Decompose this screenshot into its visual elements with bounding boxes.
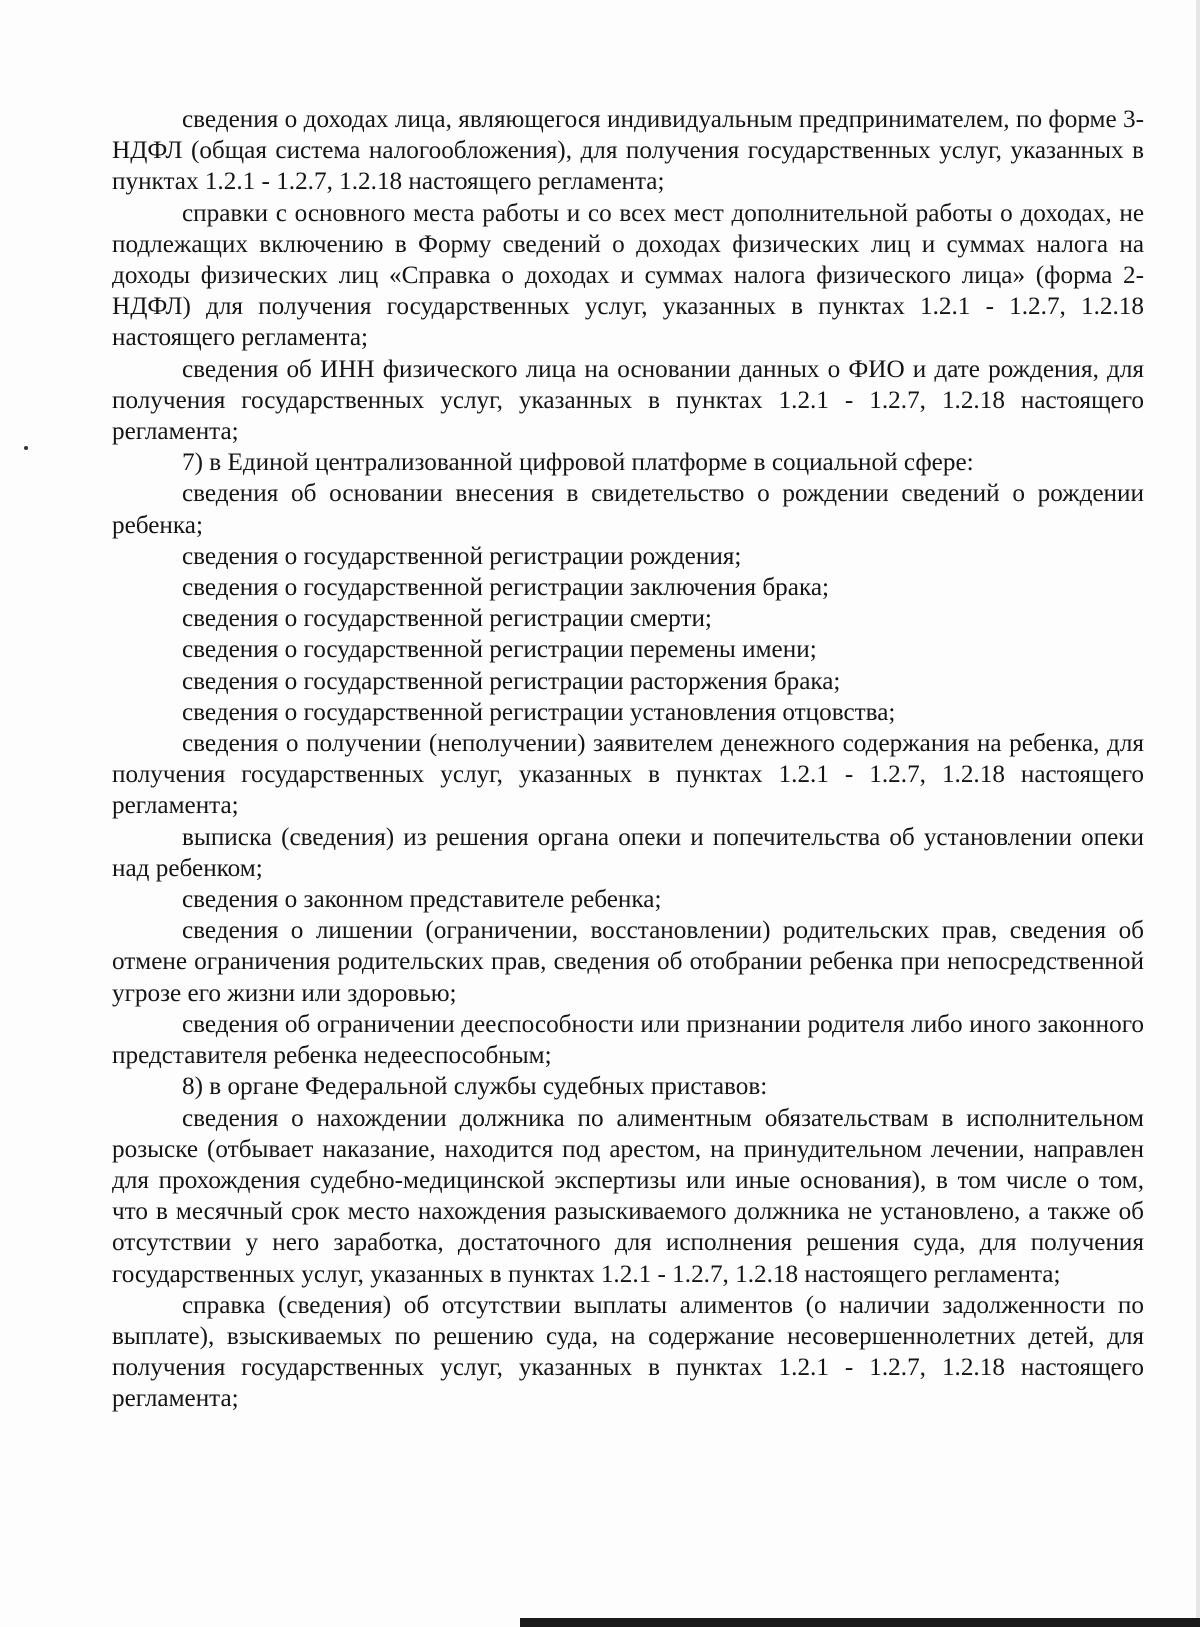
paragraph-guardianship-extract: выписка (сведения) из решения органа опеки и попечительства об установлении опеки над ребенком; <box>112 823 1144 882</box>
paragraph-death-registration: сведения о государственной регистрации смерти; <box>182 605 712 633</box>
scan-dot-mark <box>24 446 28 450</box>
paragraph-employment-income: справки с основного места работы и со всех мест дополнительной работы о доходах, не подлежащих включению в Форму сведений о доходах физических лиц и суммах налога на доходы физических лиц «Справка о доходах и суммах налога физического лица» (форма 2-НДФЛ) для получения государственных услуг, указанных в пунктах 1.2.1 - 1.2.7, 1.2.18 настоящего регламента; <box>112 199 1144 352</box>
paragraph-item-8-heading: 8) в органе Федеральной службы судебных приставов: <box>182 1073 768 1101</box>
paragraph-marriage-registration: сведения о государственной регистрации заключения брака; <box>182 574 829 602</box>
paragraph-alimony-arrears: справка (сведения) об отсутствии выплаты алиментов (о наличии задолженности по выплате), взыскиваемых по решению суда, на содержание несовершеннолетних детей, для получения государственных услуг, указанных в пунктах 1.2.1 - 1.2.7, 1.2.18 настоящего регламента; <box>112 1291 1144 1413</box>
document-body <box>112 104 1144 1415</box>
paragraph-birth-certificate-basis: сведения об основании внесения в свидетельство о рождении сведений о рождении ребенка; <box>112 480 1144 539</box>
paragraph-paternity-registration: сведения о государственной регистрации установления отцовства; <box>182 698 896 726</box>
paragraph-divorce-registration: сведения о государственной регистрации расторжения брака; <box>182 667 841 695</box>
paragraph-debtor-search: сведения о нахождении должника по алиментным обязательствам в исполнительном розыске (отбывает наказание, находится под арестом, на принудительном лечении, направлен для прохождения судебно-медицинской экспертизы или иные основания), в том числе о том, что в месячный срок место нахождения разыскиваемого должника не установлено, а также об отсутствии у него заработка, достаточного для исполнения решения суда, для получения государственных услуг, указанных в пунктах 1.2.1 - 1.2.7, 1.2.18 настоящего регламента; <box>112 1104 1144 1288</box>
paragraph-inn: сведения об ИНН физического лица на основании данных о ФИО и дате рождения, для получения государственных услуг, указанных в пунктах 1.2.1 - 1.2.7, 1.2.18 настоящего регламента; <box>112 355 1144 446</box>
paragraph-legal-representative: сведения о законном представителе ребенка; <box>182 886 662 914</box>
paragraph-item-7-heading: 7) в Единой централизованной цифровой платформе в социальной сфере: <box>182 449 974 477</box>
paragraph-legal-capacity: сведения об ограничении дееспособности или признании родителя либо иного законного представителя ребенка недееспособным; <box>112 1010 1144 1070</box>
paragraph-name-change-registration: сведения о государственной регистрации перемены имени; <box>182 636 817 664</box>
paragraph-child-allowance: сведения о получении (неполучении) заявителем денежного содержания на ребенка, для получения государственных услуг, указанных в пунктах 1.2.1 - 1.2.7, 1.2.18 настоящего регламента; <box>112 730 1144 820</box>
paragraph-birth-registration: сведения о государственной регистрации рождения; <box>182 542 742 570</box>
paragraph-3ndfl-income: сведения о доходах лица, являющегося индивидуальным предпринимателем, по форме 3-НДФЛ (общая система налогообложения), для получения государственных услуг, указанных в пунктах 1.2.1 - 1.2.7, 1.2.18 настоящего регламента; <box>112 106 1144 196</box>
scan-right-edge <box>1196 0 1200 1627</box>
scan-bottom-edge <box>520 1618 1200 1627</box>
paragraph-parental-rights: сведения о лишении (ограничении, восстановлении) родительских прав, сведения об отмене ограничения родительских прав, сведения об отобрании ребенка при непосредственной угрозе его жизни или здоровью; <box>112 917 1144 1007</box>
